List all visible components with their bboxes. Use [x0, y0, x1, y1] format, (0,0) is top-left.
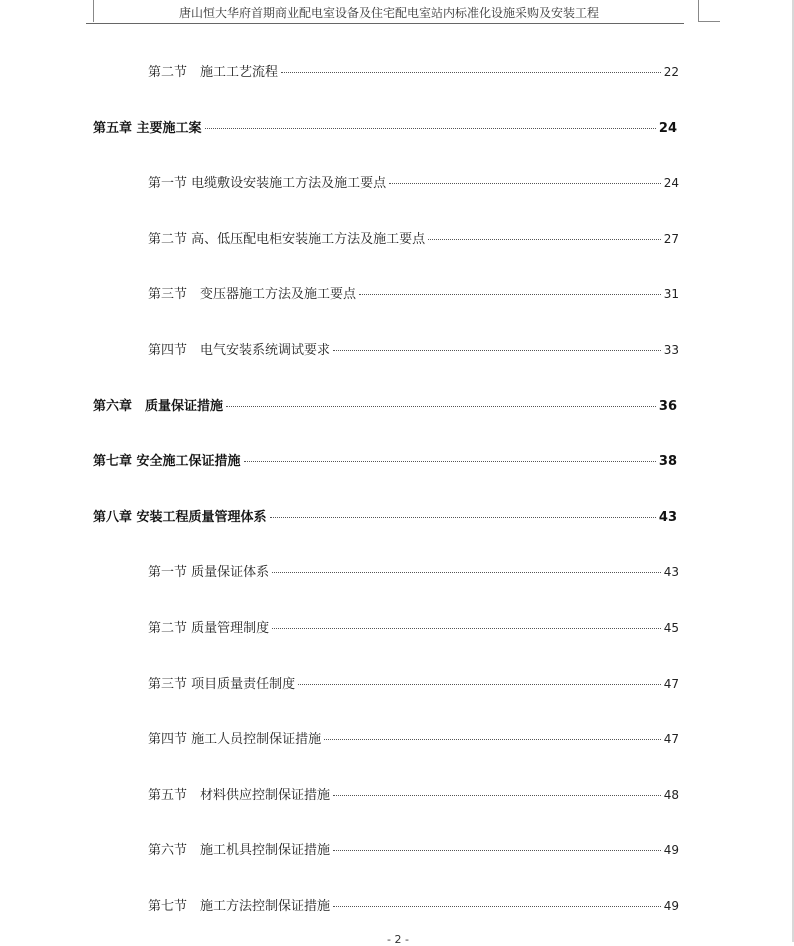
- toc-dot-leader: [270, 516, 656, 518]
- toc-entry-section[interactable]: [148, 673, 679, 691]
- toc-dot-leader: [324, 738, 661, 740]
- toc-entry-page: 49: [663, 899, 679, 913]
- toc-entry-page: 31: [663, 287, 679, 301]
- toc-entry-title: 第二节 施工工艺流程: [148, 65, 279, 80]
- crop-mark-left: [93, 0, 94, 22]
- toc-entry-section[interactable]: [148, 61, 679, 79]
- toc-entry-title: 第二节 质量管理制度: [148, 621, 270, 636]
- toc-entry-section[interactable]: [148, 839, 679, 857]
- toc-entry-page: 47: [663, 677, 679, 691]
- toc-entry-section[interactable]: [148, 784, 679, 802]
- toc-entry-section[interactable]: [148, 895, 679, 913]
- toc-dot-leader: [428, 238, 661, 240]
- toc-dot-leader: [272, 571, 661, 573]
- toc-dot-leader: [359, 293, 661, 295]
- toc-entry-page: 27: [663, 232, 679, 246]
- toc-entry-chapter[interactable]: [93, 117, 677, 135]
- toc-dot-leader: [298, 683, 661, 685]
- toc-entry-chapter[interactable]: [93, 395, 677, 413]
- crop-mark-right-vertical: [698, 0, 699, 22]
- toc-dot-leader: [281, 71, 661, 73]
- crop-mark-right-horizontal: [698, 21, 720, 22]
- toc-entry-page: 33: [663, 343, 679, 357]
- toc-entry-title: 第五节 材料供应控制保证措施: [148, 788, 331, 803]
- toc-entry-chapter[interactable]: [93, 450, 677, 468]
- toc-entry-page: 48: [663, 788, 679, 802]
- toc-entry-title: 第七章 安全施工保证措施: [93, 454, 241, 469]
- toc-entry-section[interactable]: [148, 561, 679, 579]
- toc-dot-leader: [333, 849, 661, 851]
- toc-dot-leader: [389, 182, 661, 184]
- toc-entry-title: 第二节 高、低压配电柜安装施工方法及施工要点: [148, 232, 426, 247]
- toc-entry-title: 第八章 安装工程质量管理体系: [93, 510, 267, 525]
- toc-entry-title: 第六节 施工机具控制保证措施: [148, 843, 331, 858]
- toc-dot-leader: [272, 627, 661, 629]
- toc-entry-section[interactable]: [148, 728, 679, 746]
- toc-dot-leader: [333, 349, 661, 351]
- toc-entry-page: 36: [658, 399, 677, 414]
- toc-entry-page: 43: [658, 510, 677, 525]
- toc-entry-section[interactable]: [148, 339, 679, 357]
- toc-dot-leader: [333, 794, 661, 796]
- toc-entry-title: 第三节 变压器施工方法及施工要点: [148, 287, 357, 302]
- toc-dot-leader: [333, 905, 661, 907]
- toc-entry-page: 49: [663, 843, 679, 857]
- toc-dot-leader: [205, 127, 656, 129]
- toc-entry-title: 第三节 项目质量责任制度: [148, 677, 296, 692]
- toc-entry-page: 47: [663, 732, 679, 746]
- toc-entry-page: 38: [658, 454, 677, 469]
- toc-entry-title: 第四节 施工人员控制保证措施: [148, 732, 322, 747]
- toc-entry-section[interactable]: [148, 617, 679, 635]
- toc-entry-page: 22: [663, 65, 679, 79]
- toc-entry-section[interactable]: [148, 283, 679, 301]
- toc-entry-title: 第五章 主要施工案: [93, 121, 202, 136]
- toc-entry-title: 第一节 质量保证体系: [148, 565, 270, 580]
- header-title: 唐山恒大华府首期商业配电室设备及住宅配电室站内标准化设施采购及安装工程: [178, 6, 599, 20]
- toc-entry-page: 45: [663, 621, 679, 635]
- header-rule: [86, 23, 684, 24]
- toc-entry-title: 第六章 质量保证措施: [93, 399, 224, 414]
- toc-entry-page: 43: [663, 565, 679, 579]
- toc-entry-chapter[interactable]: [93, 506, 677, 524]
- toc-dot-leader: [244, 460, 656, 462]
- toc-entry-section[interactable]: [148, 172, 679, 190]
- toc-dot-leader: [226, 405, 656, 407]
- toc-entry-section[interactable]: [148, 228, 679, 246]
- page-number: - 2 -: [387, 933, 409, 946]
- toc-entry-title: 第七节 施工方法控制保证措施: [148, 899, 331, 914]
- toc-entry-title: 第四节 电气安装系统调试要求: [148, 343, 331, 358]
- toc-entry-title: 第一节 电缆敷设安装施工方法及施工要点: [148, 176, 387, 191]
- toc-entry-page: 24: [658, 121, 677, 136]
- toc-entry-page: 24: [663, 176, 679, 190]
